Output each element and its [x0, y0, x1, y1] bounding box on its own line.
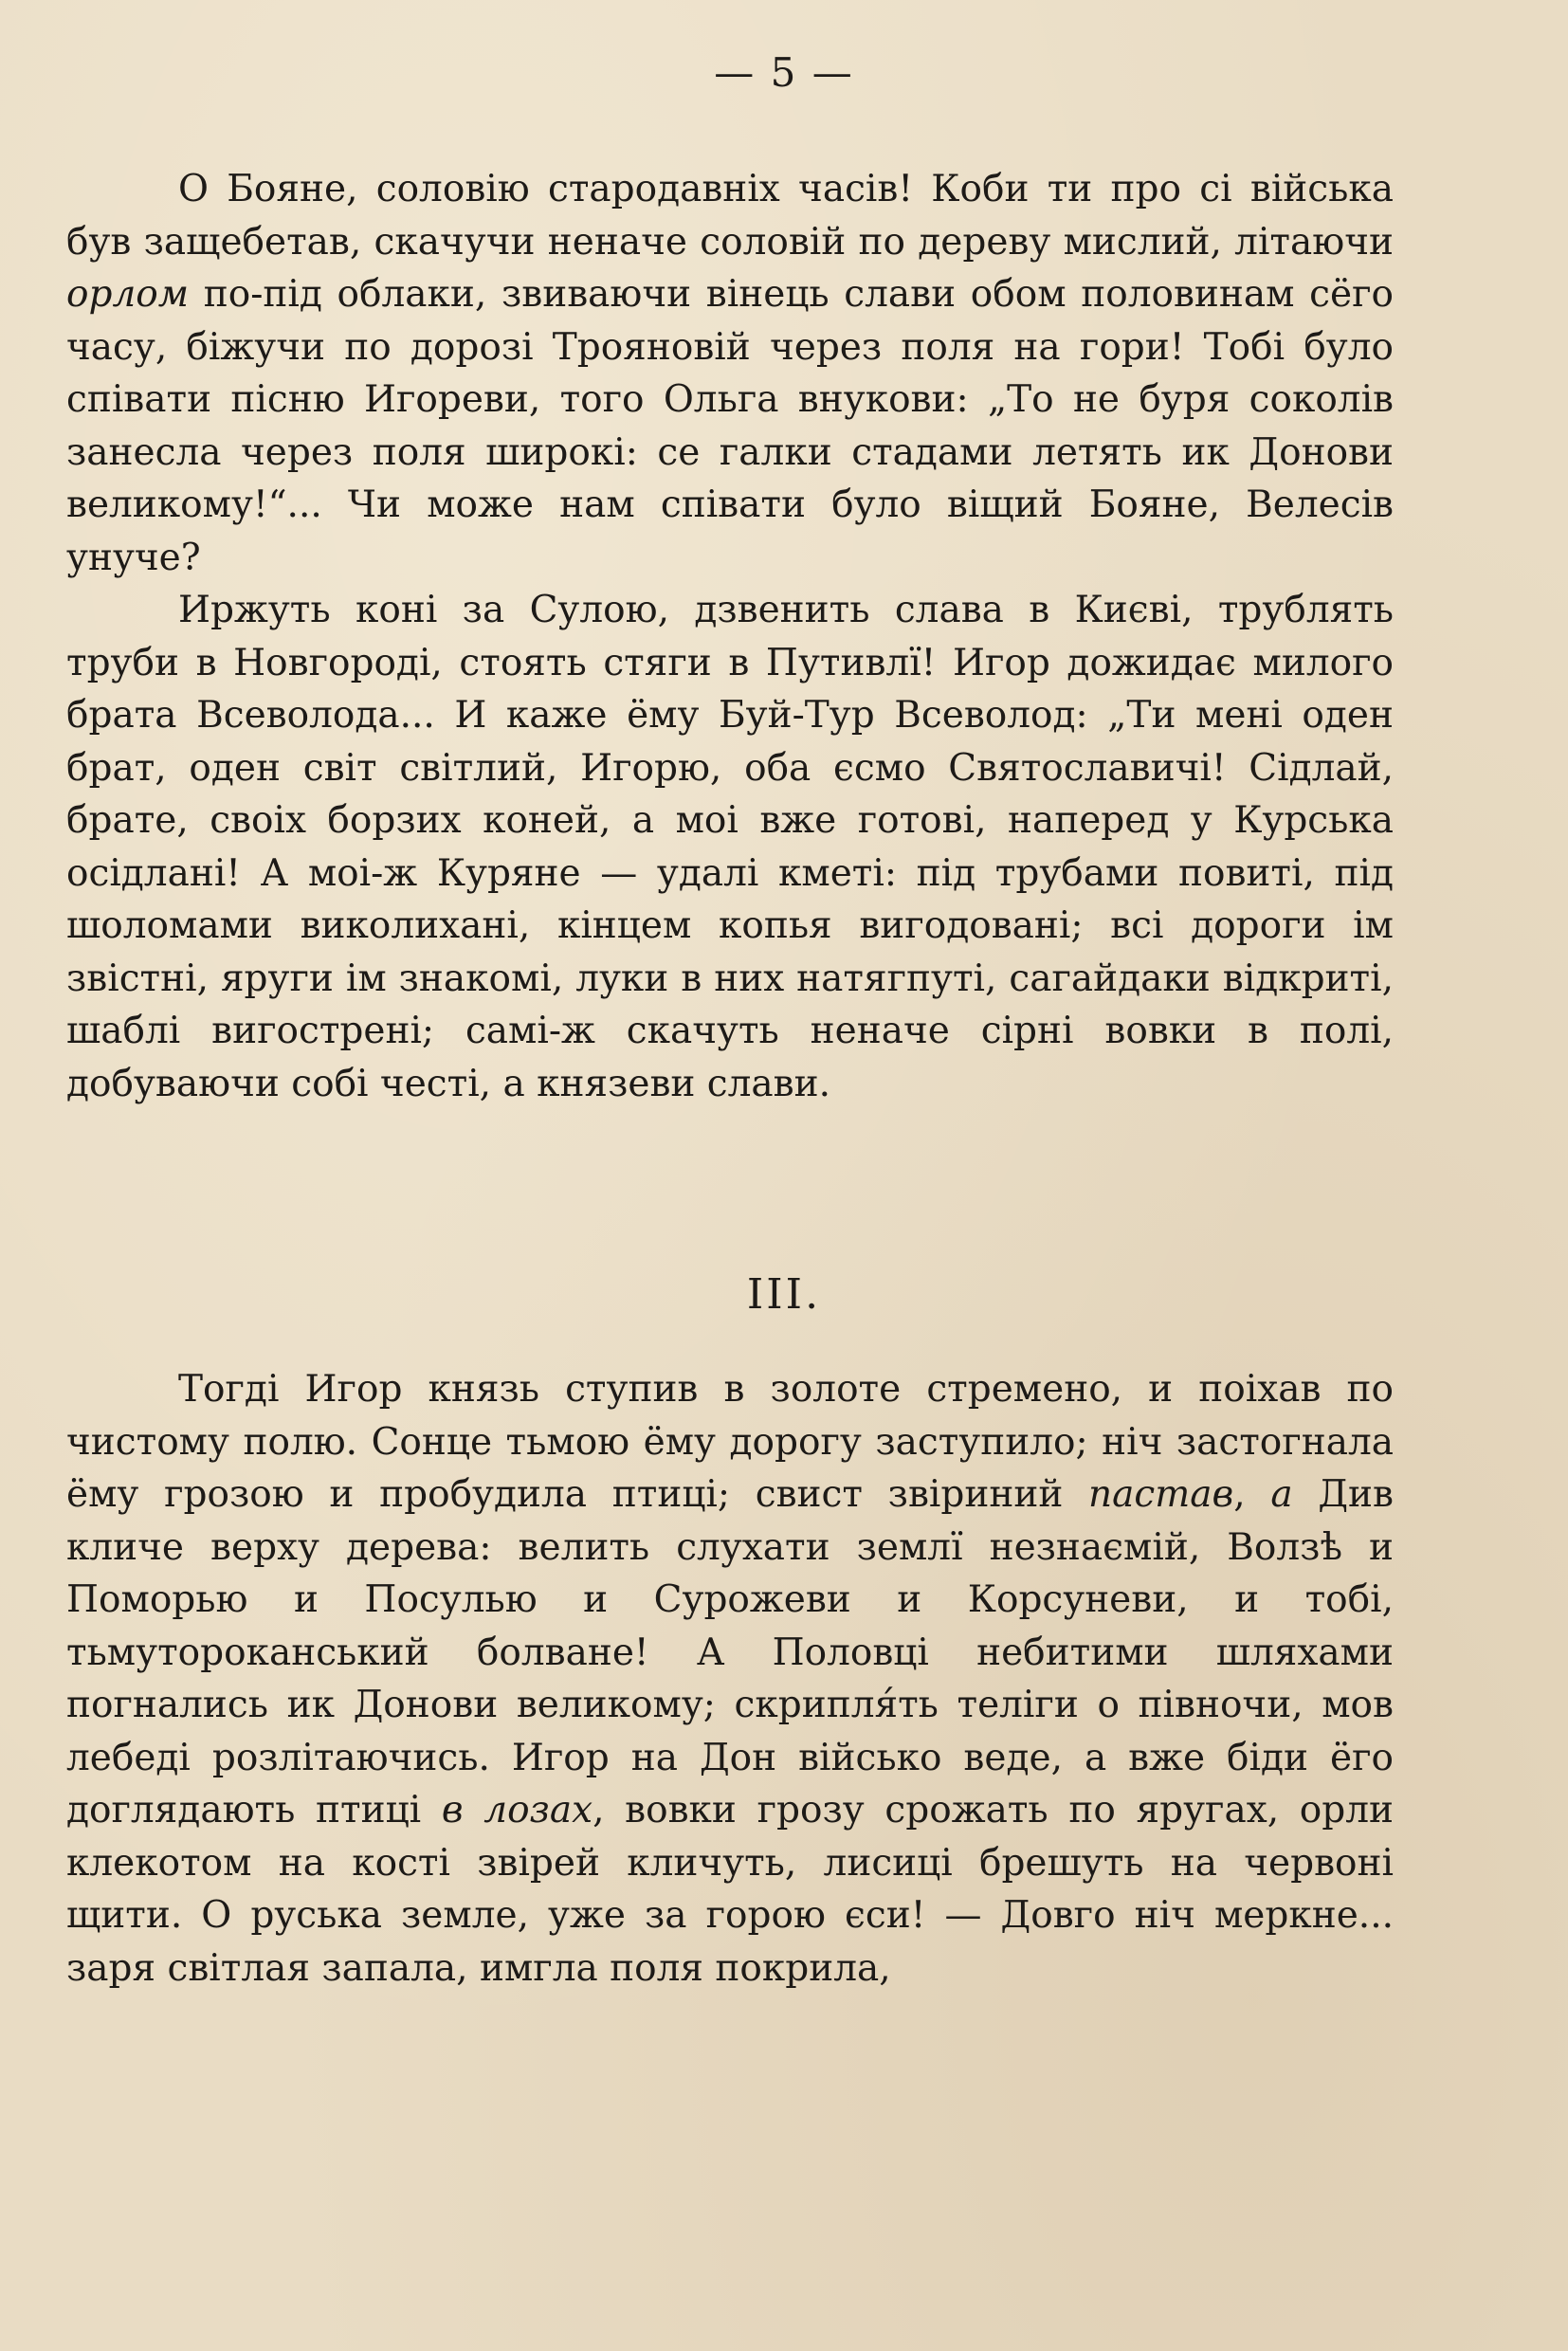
italic-word: в лозах [441, 1789, 593, 1832]
text-block-bottom [66, 1363, 1394, 1995]
text-block-top [66, 163, 1394, 1110]
italic-word: а [1270, 1473, 1293, 1516]
page-number: — 5 — [714, 49, 854, 96]
paragraph-vsevolod: Иржуть коні за Сулою, дзвенить слава в Києві, трублять труби в Новгороді, стоять стяги в Путивлї! Игор дожидає милого брата Всеволода... И каже ёму Буй-Тур Всеволод: „Ти мені оден брат, оден світ світлий, Игорю, оба єсмо Святославичі! Сідлай, брате, своіх борзих коней, а моі вже готові, наперед у Курська осідлані! А моі-ж Куряне — удалі кметі: під трубами повиті, під шоломами виколихані, кінцем копья вигодовані; всі дороги ім звістні, яруги ім знакомі, луки в них натягпуті, сагайдаки відкриті, шаблі вигострені; самі-ж скачуть неначе сірні вовки в полі, добуваючи собі честі, а князеви слави. [66, 589, 1394, 1105]
paragraph-boyan [66, 163, 1394, 584]
italic-word: пастав [1088, 1473, 1234, 1516]
paragraph-text: по-під облаки, звиваючи вінець слави обом половинам сёго часу, біжучи по дорозі Трояновій через поля на гори! Тобі було співати пісню Игореви, того Ольга внукови: „То не буря соколів занесла через поля широкі: се галки стадами летять ик Донови великому!“... Чи може нам співати було віщий Бояне, Велесів унуче? [66, 273, 1394, 579]
paragraph-text: О Бояне, соловію стародавніх часів! Коби ти про сі війська був защебетав, скачучи неначе соловій по дереву мислий, літаючи [66, 168, 1394, 264]
paragraph-igor-march [66, 1363, 1394, 1995]
paragraph-text: , [1233, 1473, 1271, 1516]
paragraph-text: Тогді Игор князь ступив в золоте стремено, и поіхав по чистому полю. Сонце тьмою ёму дорогу заступило; ніч застогнала ёму грозою и пробудила птиці; свист звіриний [66, 1368, 1394, 1516]
paragraph-text: Див кличе верху дерева: велить слухати землї незнаємій, Волзѣ и Поморью и Посулью и Сурожеви и Корсуневи, и тобі, тьмутороканський болване! А Половці небитими шляхами погнались ик Донови великому; скрипля́ть теліги о півночи, мов лебеді розлітаючись. Игор на Дон військо веде, а вже біди ёго доглядають птиці [66, 1473, 1394, 1832]
italic-word: орлом [66, 273, 190, 316]
section-heading: III. [746, 1270, 822, 1319]
paragraph-text: , вовки грозу срожать по яругах, орли клекотом на кості звірей кличуть, лисиці брешуть на червоні щити. О руська земле, уже за горою єси! — Довго ніч меркне... заря світлая запала, имгла поля покрила, [66, 1789, 1394, 1990]
